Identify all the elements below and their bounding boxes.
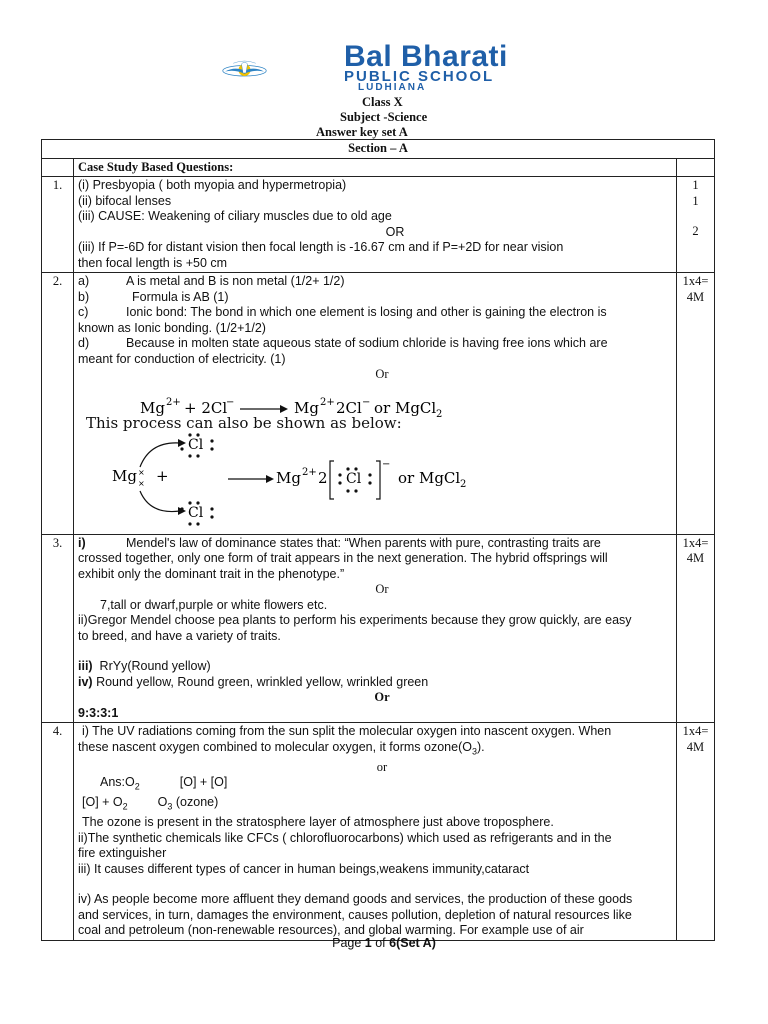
svg-text:2+: 2+ — [302, 466, 317, 478]
svg-text:2: 2 — [436, 408, 443, 420]
answer-line: ii)The synthetic chemicals like CFCs ( chlorofluorocarbons) which used as refrigerants and in the — [78, 830, 612, 845]
case-study-label: Case Study Based Questions: — [74, 158, 677, 177]
answer-key-label: Answer key set A — [316, 125, 408, 139]
question-row-2 — [42, 273, 715, 535]
answer-line: Because in molten state aqueous state of sodium chloride is having free ions which are — [126, 336, 608, 350]
answer-line: i) The UV radiations coming from the sun split the molecular oxygen into nascent oxygen. When — [82, 724, 612, 738]
class-label: Class X — [362, 95, 403, 109]
section-row — [42, 140, 715, 159]
marks-value: 4M — [686, 289, 705, 304]
svg-text:2+: 2+ — [166, 396, 181, 408]
part-label: c) — [78, 305, 89, 319]
answer-line: ). — [476, 739, 485, 754]
subscript: 3 — [471, 746, 477, 756]
marks-value: 1x4= — [682, 724, 709, 738]
answer-line: A is metal and B is non metal (1/2+ 1/2) — [126, 274, 345, 288]
part-label: b) — [78, 289, 90, 304]
answer-line: Formula is AB (1) — [132, 289, 229, 304]
answer-line: Ionic bond: The bond in which one element is losing and other is gaining the electron is — [126, 305, 607, 319]
answer-cell — [74, 723, 677, 941]
answer-line: The ozone is present in the stratosphere layer of atmosphere just above troposphere. — [82, 815, 554, 829]
answer-line: iv) As people become more affluent they demand goods and services, the production of these goods — [78, 892, 633, 906]
question-number: 1. — [42, 177, 74, 273]
marks-cell — [676, 534, 714, 723]
svg-text:×: × — [138, 467, 145, 477]
subject-label: Subject -Science — [340, 110, 428, 124]
part-label: d) — [78, 336, 90, 350]
answer-line: to breed, and have a variety of traits. — [78, 628, 281, 643]
equation-text: [O] + [O] — [179, 775, 228, 789]
answer-line: 9:3:3:1 — [78, 705, 119, 720]
answer-line: Round yellow, Round green, wrinkled yellow, wrinkled green — [96, 674, 429, 689]
equation-text: O — [157, 795, 168, 809]
marks-value: 2 — [692, 224, 699, 238]
marks-value: 1 — [692, 178, 699, 192]
part-label: iv) — [78, 674, 93, 689]
answer-line: coal and petroleum (non-renewable resources), and global warming. For example use of air — [78, 923, 584, 937]
equation-text: [O] + O — [82, 795, 123, 809]
marks-value: 1x4= — [682, 535, 709, 550]
of-word: of — [371, 936, 390, 950]
svg-text:+: + — [156, 466, 169, 485]
answer-cell — [74, 273, 677, 535]
svg-text:Cl: Cl — [346, 470, 362, 487]
svg-text:Mg: Mg — [276, 468, 301, 487]
case-study-row — [42, 158, 715, 177]
school-city: LUDHIANA — [358, 82, 427, 93]
svg-text:×: × — [138, 478, 145, 488]
or-label: OR — [385, 224, 405, 239]
svg-text:−: − — [382, 458, 391, 470]
question-number: 3. — [42, 534, 74, 723]
section-title: Section – A — [42, 140, 715, 159]
part-label: iii) — [78, 659, 93, 673]
answer-line: then focal length is +50 cm — [78, 255, 228, 270]
svg-text:2: 2 — [460, 478, 467, 490]
svg-text:or MgCl: or MgCl — [398, 468, 461, 487]
diagram-caption: This process can also be shown as below: — [86, 413, 402, 432]
answer-line: (iii) If P=-6D for distant vision then focal length is -16.67 cm and if P=+2D for near vision — [78, 240, 564, 254]
or-label: Or — [375, 582, 389, 596]
answer-line: RrYy(Round yellow) — [99, 659, 211, 673]
subscript: 2 — [134, 781, 140, 792]
answer-line: fire extinguisher — [78, 846, 167, 860]
answer-cell — [74, 534, 677, 723]
answer-line: 7,tall or dwarf,purple or white flowers etc. — [100, 597, 328, 612]
svg-text:2+: 2+ — [320, 396, 335, 408]
equation-text: Ans:O — [100, 775, 135, 789]
equation-text: (ozone) — [175, 795, 219, 809]
answer-line: (i) Presbyopia ( both myopia and hypermetropia) — [78, 178, 347, 192]
marks-value: 4M — [686, 551, 705, 565]
marks-value: 4M — [686, 739, 705, 754]
subscript: 3 — [167, 801, 173, 812]
marks-value: 1 — [692, 193, 699, 208]
answer-table — [41, 139, 715, 941]
svg-text:Mg: Mg — [140, 398, 165, 417]
answer-line: meant for conduction of electricity. (1) — [78, 351, 286, 366]
answer-line: ii)Gregor Mendel choose pea plants to perform his experiments because they grow quickly, are easy — [78, 613, 632, 627]
page-number: 1 — [364, 936, 372, 950]
question-number: 2. — [42, 273, 74, 535]
svg-text:+ 2Cl: + 2Cl — [184, 398, 228, 417]
answer-line: these nascent oxygen combined to molecular oxygen, it forms ozone(O — [78, 739, 472, 754]
answer-line: exhibit only the dominant trait in the phenotype.” — [78, 566, 345, 581]
answer-line: and services, in turn, damages the environment, causes pollution, depletion of natural resources like — [78, 907, 632, 922]
svg-text:−: − — [362, 396, 371, 408]
set-label: (Set A) — [396, 936, 436, 950]
svg-text:Cl: Cl — [188, 504, 204, 521]
answer-line: known as Ionic bonding. (1/2+1/2) — [78, 320, 266, 335]
school-logo — [222, 44, 342, 96]
answer-line: (iii) CAUSE: Weakening of ciliary muscles due to old age — [78, 209, 392, 223]
subscript: 2 — [122, 801, 128, 812]
or-label: Or — [375, 367, 389, 381]
question-row-1 — [42, 177, 715, 273]
answer-line: Mendel's law of dominance states that: “When parents with pure, contrasting traits are — [126, 535, 601, 550]
part-label: i) — [78, 535, 86, 550]
answer-line: crossed together, only one form of trait appears in the next generation. The hybrid offsprings will — [78, 551, 608, 565]
part-label: a) — [78, 274, 90, 288]
marks-cell — [676, 273, 714, 535]
svg-text:Cl: Cl — [188, 436, 204, 453]
question-row-3 — [42, 534, 715, 723]
marks-cell — [676, 723, 714, 941]
svg-text:Mg: Mg — [112, 466, 137, 485]
svg-text:−: − — [226, 396, 235, 408]
marks-cell — [676, 177, 714, 273]
marks-value: 1x4= — [682, 274, 709, 288]
page-total: 6 — [389, 936, 397, 950]
or-label: Or — [374, 690, 390, 704]
ionic-bond-diagram — [78, 383, 672, 533]
answer-cell — [74, 177, 677, 273]
page-word: Page — [332, 936, 365, 950]
answer-line: (ii) bifocal lenses — [78, 193, 172, 208]
svg-text:2: 2 — [318, 468, 328, 487]
question-row-4 — [42, 723, 715, 941]
page-footer — [0, 936, 768, 950]
answer-line: iii) It causes different types of cancer in human beings,weakens immunity,cataract — [78, 861, 530, 876]
question-number: 4. — [42, 723, 74, 941]
svg-text:Mg: Mg — [294, 398, 319, 417]
school-name: Bal Bharati — [344, 40, 508, 73]
mgcl2-formation-diagram — [80, 383, 520, 533]
svg-text:2Cl: 2Cl — [336, 398, 362, 417]
or-label: or — [376, 759, 388, 774]
school-subtitle: PUBLIC SCHOOL — [344, 68, 495, 85]
svg-text:or MgCl: or MgCl — [374, 398, 437, 417]
